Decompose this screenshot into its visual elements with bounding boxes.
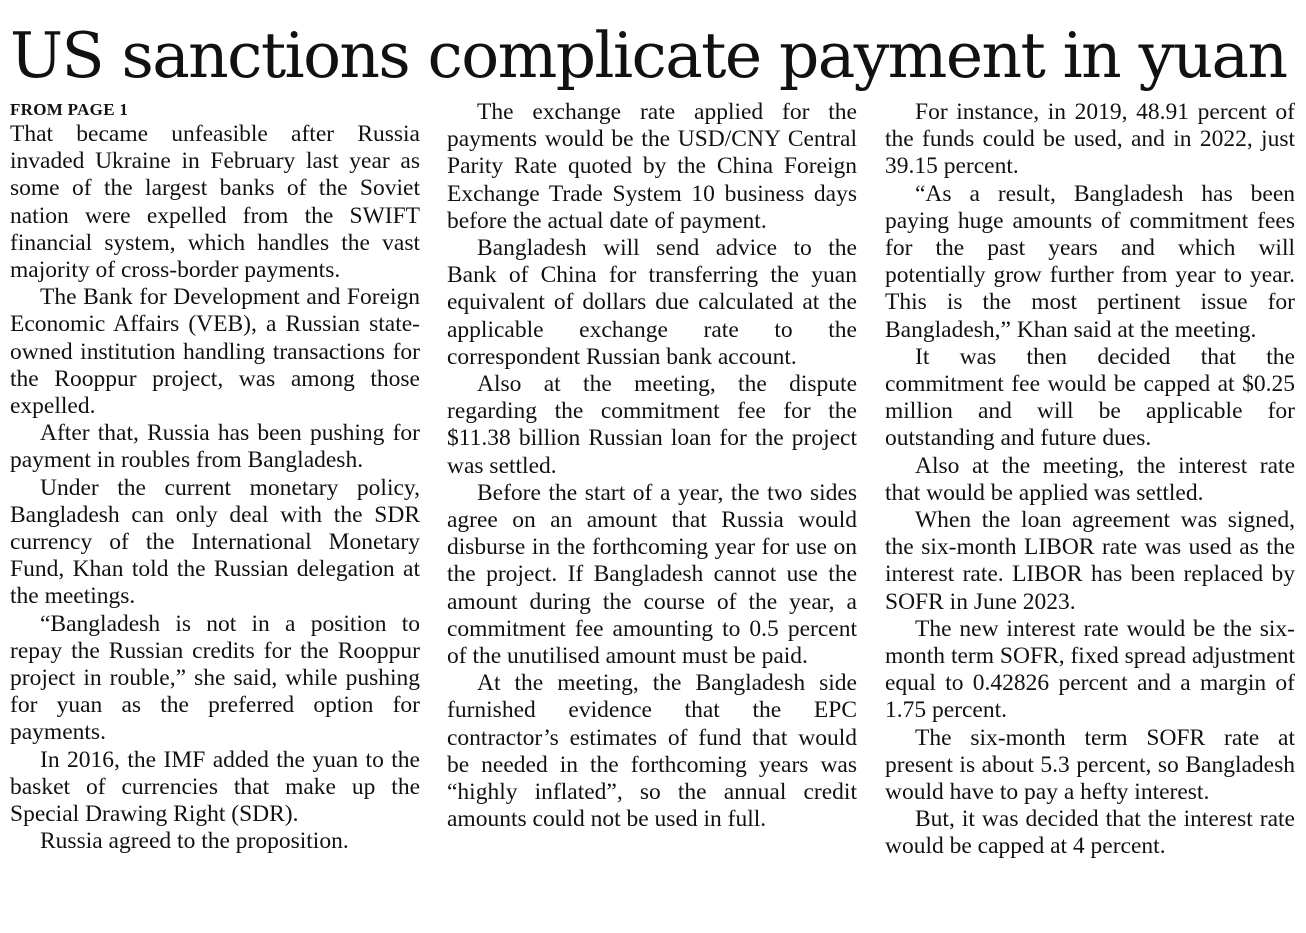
- article-column-3: [885, 99, 1295, 861]
- paragraph: Bangladesh will send advice to the Bank of China for transferring the yuan equivalent of dollars due calculated at the applicable exchange rate to the correspondent Russian bank account.: [447, 235, 857, 370]
- paragraph: Also at the meeting, the dispute regarding the commitment fee for the $11.38 billion Russian loan for the project was settled.: [447, 371, 857, 479]
- paragraph: Before the start of a year, the two sides agree on an amount that Russia would disburse in the forthcoming year for use on the project. If Bangladesh cannot use the amount during the course of the year, a commitment fee amounting to 0.5 percent of the unutilised amount must be paid.: [447, 479, 857, 670]
- paragraph: Also at the meeting, the interest rate that would be applied was settled.: [885, 452, 1295, 506]
- paragraph: The exchange rate applied for the payments would be the USD/CNY Central Parity Rate quoted by the China Foreign Exchange Trade System 10 business days before the actual date of payment.: [447, 99, 857, 234]
- paragraph: Under the current monetary policy, Bangladesh can only deal with the SDR currency of the International Monetary Fund, Khan told the Russian delegation at the meetings.: [10, 474, 420, 610]
- paragraph: But, it was decided that the interest rate would be capped at 4 percent.: [885, 806, 1295, 860]
- paragraph: “Bangladesh is not in a position to repay the Russian credits for the Rooppur project in rouble,” she said, while pushing for yuan as the preferred option for payments.: [10, 610, 420, 746]
- paragraph: That became unfeasible after Russia invaded Ukraine in February last year as some of the largest banks of the Soviet nation were expelled from the SWIFT financial system, which handles the vast majority of cross-border payments.: [10, 121, 420, 284]
- paragraph: In 2016, the IMF added the yuan to the basket of currencies that make up the Special Drawing Right (SDR).: [10, 746, 420, 828]
- paragraph: At the meeting, the Bangladesh side furnished evidence that the EPC contractor’s estimates of fund that would be needed in the forthcoming years was “highly inflated”, so the annual credit amounts could not be used in full.: [447, 670, 857, 833]
- article-column-1: [10, 99, 420, 855]
- paragraph: It was then decided that the commitment fee would be capped at $0.25 million and will be applicable for outstanding and future dues.: [885, 343, 1295, 452]
- paragraph: Russia agreed to the proposition.: [40, 828, 349, 855]
- paragraph: “As a result, Bangladesh has been paying huge amounts of commitment fees for the past years and which will potentially grow further from year to year. This is the most pertinent issue for Bangladesh,” Khan said at the meeting.: [885, 180, 1295, 343]
- paragraph: The new interest rate would be the six-month term SOFR, fixed spread adjustment equal to 0.42826 percent and a margin of 1.75 percent.: [885, 615, 1295, 724]
- article-column-2: [447, 99, 857, 833]
- headline: US sanctions complicate payment in yuan: [10, 19, 1287, 92]
- paragraph: The six-month term SOFR rate at present is about 5.3 percent, so Bangladesh would have to pay a hefty interest.: [885, 724, 1295, 806]
- continuation-kicker: FROM PAGE 1: [10, 100, 129, 119]
- paragraph: After that, Russia has been pushing for payment in roubles from Bangladesh.: [10, 420, 420, 474]
- paragraph: The Bank for Development and Foreign Economic Affairs (VEB), a Russian state-owned institution handling transactions for the Rooppur project, was among those expelled.: [10, 284, 420, 420]
- paragraph: For instance, in 2019, 48.91 percent of the funds could be used, and in 2022, just 39.15 percent.: [885, 99, 1295, 180]
- paragraph: When the loan agreement was signed, the six-month LIBOR rate was used as the interest rate. LIBOR has been replaced by SOFR in June 2023.: [885, 507, 1295, 615]
